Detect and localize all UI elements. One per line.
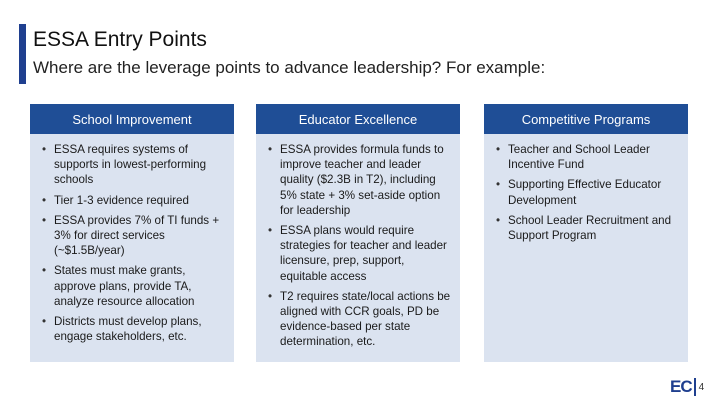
slide-title: ESSA Entry Points — [33, 28, 207, 51]
list-item: • Districts must develop plans, engage stakeholders, etc. — [42, 314, 226, 344]
column-school-improvement — [30, 104, 234, 362]
column-body — [30, 134, 234, 362]
list-item: • ESSA requires systems of supports in lowest-performing schools — [42, 142, 226, 188]
column-educator-excellence — [256, 104, 460, 362]
list-item: • States must make grants, approve plans, provide TA, analyze resource allocation — [42, 263, 226, 309]
page-number: 4 — [698, 381, 705, 393]
list-item: • Tier 1-3 evidence required — [42, 193, 226, 208]
list-item: • ESSA provides 7% of TI funds + 3% for direct services (~$1.5B/year) — [42, 213, 226, 259]
slide-subtitle: Where are the leverage points to advance leadership? For example: — [33, 58, 546, 77]
column-header: Educator Excellence — [256, 104, 460, 134]
logo-divider — [694, 378, 696, 396]
bullet-list — [268, 142, 452, 350]
logo-text: EC — [670, 377, 692, 396]
list-item: • School Leader Recruitment and Support Program — [496, 213, 680, 243]
column-header: School Improvement — [30, 104, 234, 134]
list-item: • T2 requires state/local actions be aligned with CCR goals, PD be evidence-based per state determination, etc. — [268, 289, 452, 350]
column-competitive-programs — [484, 104, 688, 362]
bullet-list — [42, 142, 226, 344]
list-item: • Supporting Effective Educator Development — [496, 177, 680, 207]
title-accent-bar — [19, 24, 26, 84]
list-item: • ESSA provides formula funds to improve teacher and leader quality ($2.3B in T2), including 5% state + 3% set-aside option for leadership — [268, 142, 452, 218]
ec-logo — [670, 377, 704, 397]
column-body — [256, 134, 460, 362]
list-item: • Teacher and School Leader Incentive Fund — [496, 142, 680, 172]
list-item: • ESSA plans would require strategies for teacher and leader licensure, prep, support, equitable access — [268, 223, 452, 284]
bullet-list — [496, 142, 680, 243]
column-body — [484, 134, 688, 362]
column-header: Competitive Programs — [484, 104, 688, 134]
